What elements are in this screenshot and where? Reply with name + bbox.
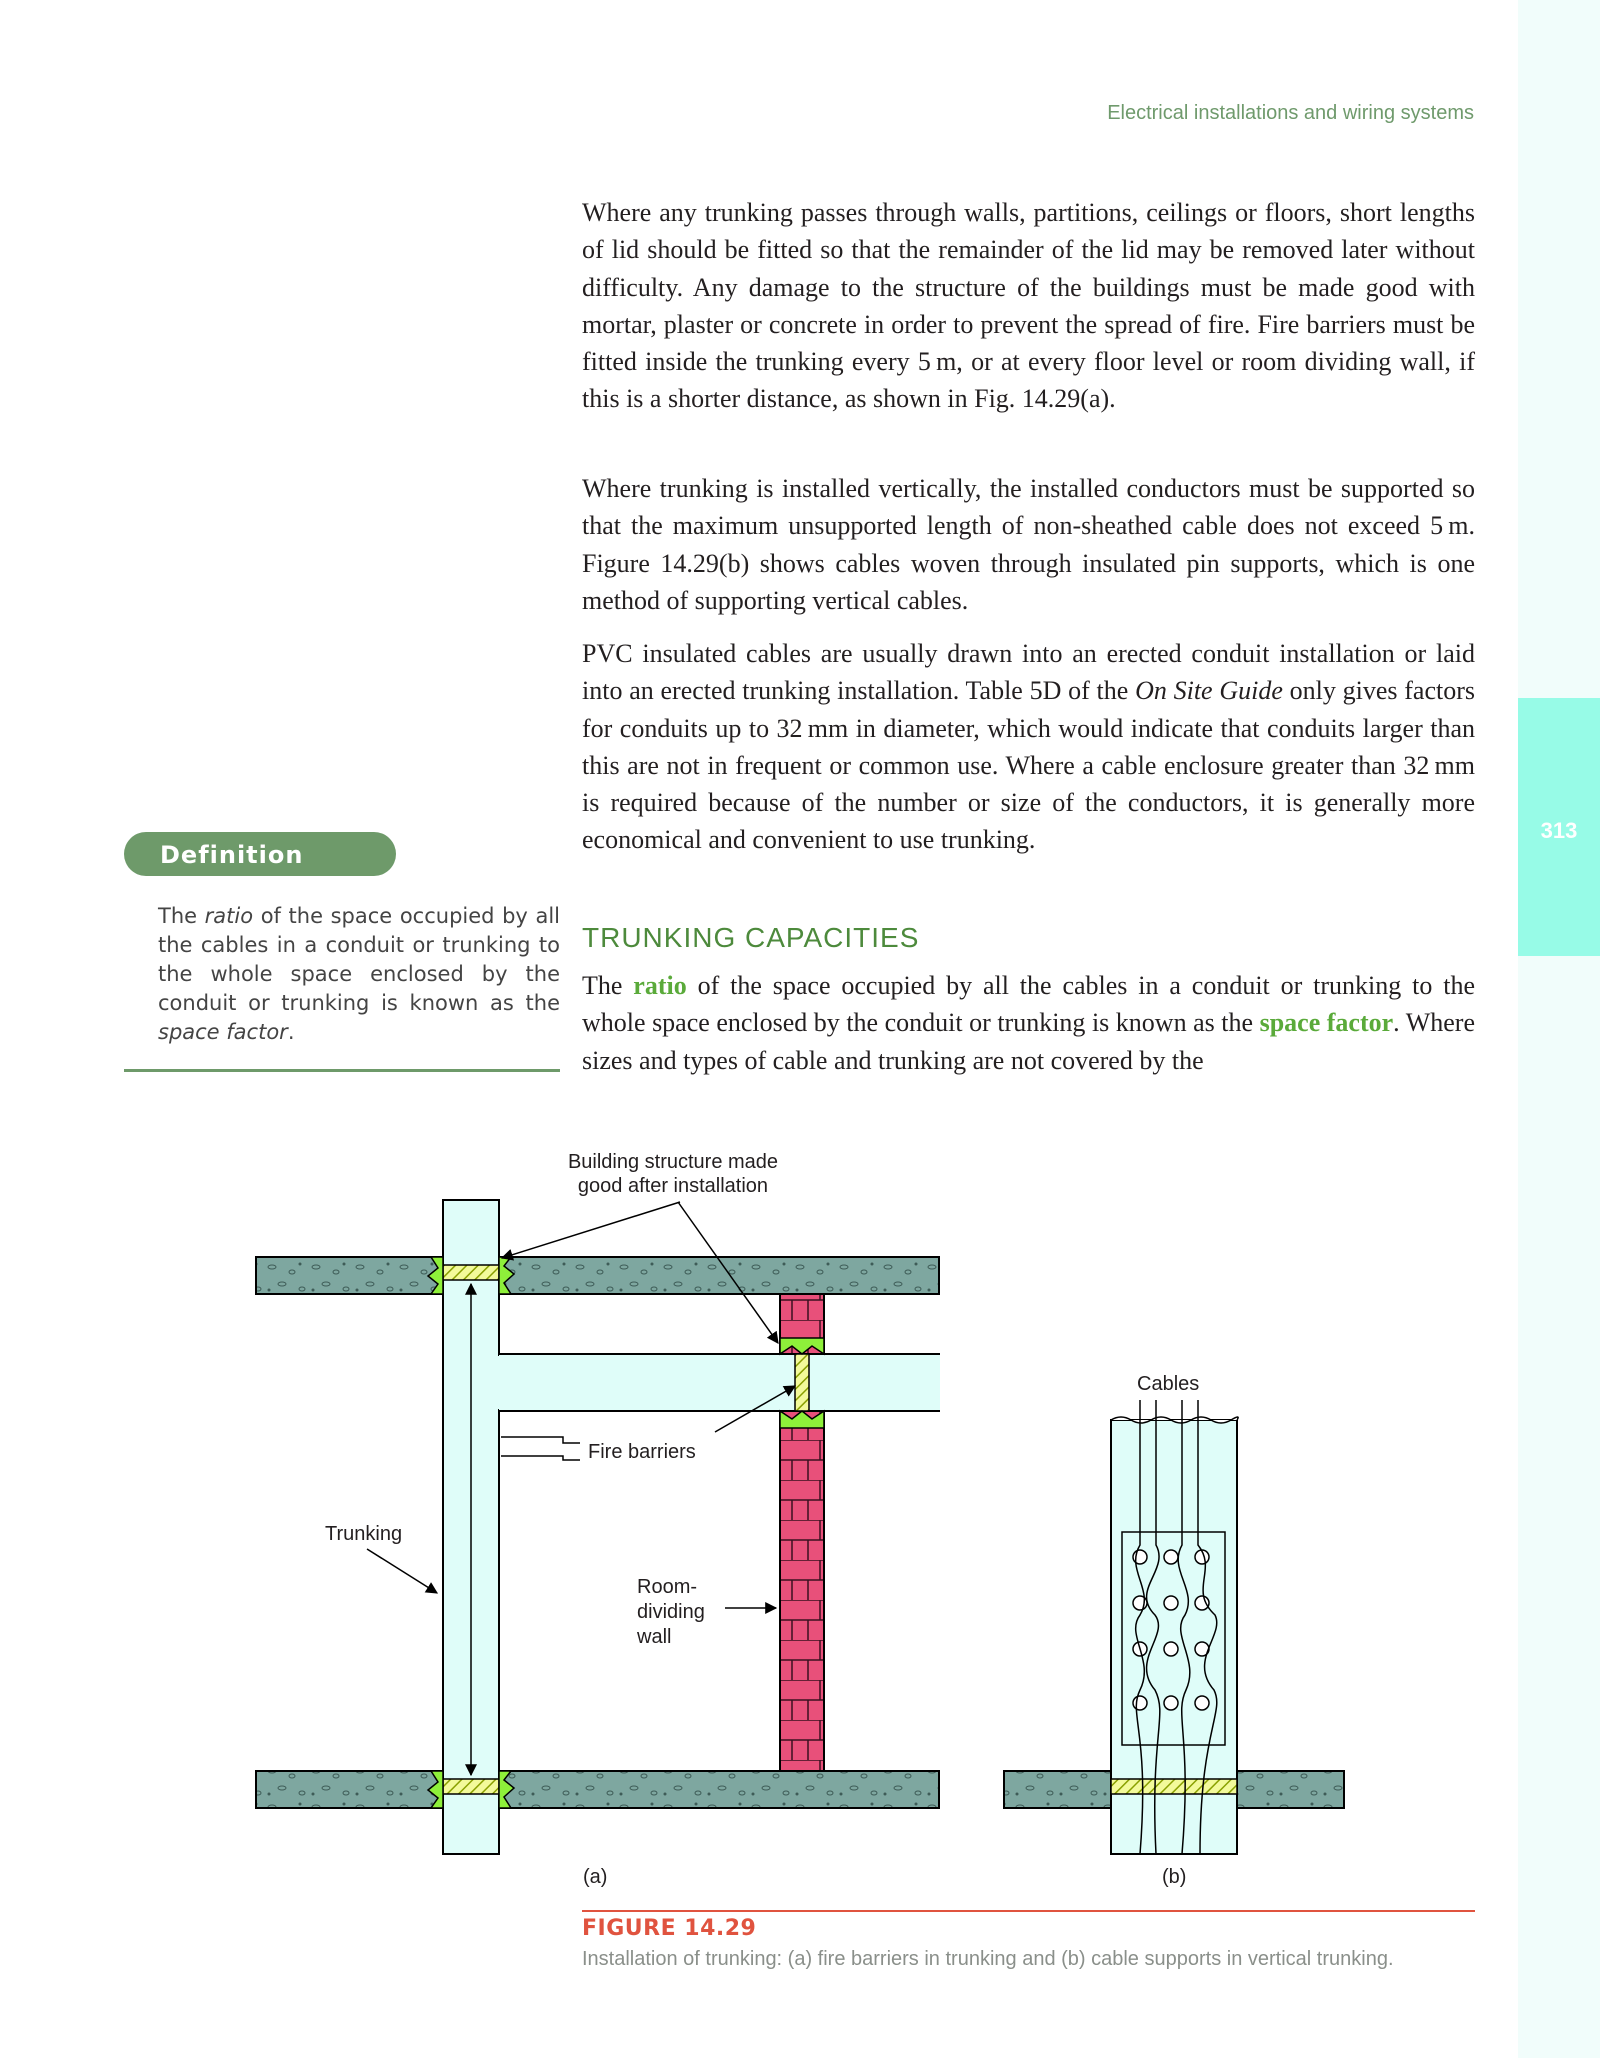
term-ratio: ratio [633, 971, 687, 1000]
lower-floor-slab [256, 1771, 939, 1808]
paragraph-text: Where any trunking passes through walls, partitions, ceilings or floors, short lengths of lid should be fitted so that the remainder of the lid may be removed later without difficulty. Any damage to the structure of the buildings must be made good with mortar, plaster or concrete in order to prevent the spread of fire. Fire barriers must be fitted inside the trunking every 5 m, or at every floor level or room dividing wall, if this is a shorter distance, as shown in Fig. 14.29(a). [582, 198, 1475, 414]
text-run: The [158, 904, 205, 928]
text-run: PVC insulated cables are usually drawn into an erected conduit installation or laid into an erected trunking installation. Table 5D of the [582, 639, 1475, 706]
text-run: only gives factors for conduits up to 32 mm in diameter, which would indicate that conduits larger than this are not in frequent or common use. Where a cable enclosure greater than 32 mm is required because of the number or size of the conductors, it is generally more economical and convenient to use trunking. [582, 676, 1476, 855]
fire-barrier-upper [443, 1265, 499, 1280]
horizontal-trunking [499, 1354, 940, 1411]
page-number: 313 [1540, 818, 1578, 843]
fire-barrier-b [1111, 1779, 1237, 1794]
fire-barrier-lower [443, 1779, 499, 1794]
definition-title: Definition [160, 841, 304, 869]
label-cables: Cables [1137, 1373, 1200, 1395]
label-building-structure: Building structure made [567, 1151, 779, 1173]
text-run: of the space occupied by all the cables in a conduit or trunking to the whole space enclosed by the conduit or trunking is known as the [158, 904, 560, 1015]
paragraph-text: Where trunking is installed vertically, the installed conductors must be supported so that the maximum unsupported length of non-sheathed cable does not exceed 5 m. Figure 14.29(b) shows cables woven through insulated pin supports, which is one method of supporting vertical cables. [582, 474, 1475, 615]
label-building-structure: good after installation [577, 1175, 769, 1197]
term-space-factor: space factor [158, 1020, 288, 1044]
text-run: . [287, 1020, 295, 1044]
label-part-a: (a) [583, 1866, 608, 1888]
fire-barrier-wall [795, 1354, 809, 1411]
upper-floor-slab [256, 1257, 939, 1294]
term-ratio: ratio [204, 904, 254, 928]
text-run: . Where sizes and types of cable and trunking are not covered by the [582, 1008, 1475, 1075]
italic-title: On Site Guide [1135, 676, 1283, 706]
label-fire-barriers: Fire barriers [588, 1441, 696, 1463]
label-room-dividing-wall: wall [637, 1626, 672, 1648]
label-part-b: (b) [1162, 1866, 1187, 1888]
label-room-dividing-wall: dividing [637, 1601, 705, 1623]
figure-caption: Installation of trunking: (a) fire barriers in trunking and (b) cable supports in vertical trunking. [582, 1948, 1394, 1970]
running-head: Electrical installations and wiring systems [1107, 102, 1474, 124]
text-run: of the space occupied by all the cables in a conduit or trunking to the whole space enclosed by the conduit or trunking is known as the [582, 971, 1476, 1038]
text-run: The [582, 971, 634, 1000]
figure-rule [582, 1910, 1475, 1912]
term-space-factor: space factor [1259, 1008, 1394, 1038]
figure-number: FIGURE 14.29 [582, 1916, 757, 1941]
section-heading: TRUNKING CAPACITIES [582, 922, 920, 953]
label-room-dividing-wall: Room- [637, 1576, 698, 1598]
label-trunking: Trunking [325, 1523, 403, 1545]
